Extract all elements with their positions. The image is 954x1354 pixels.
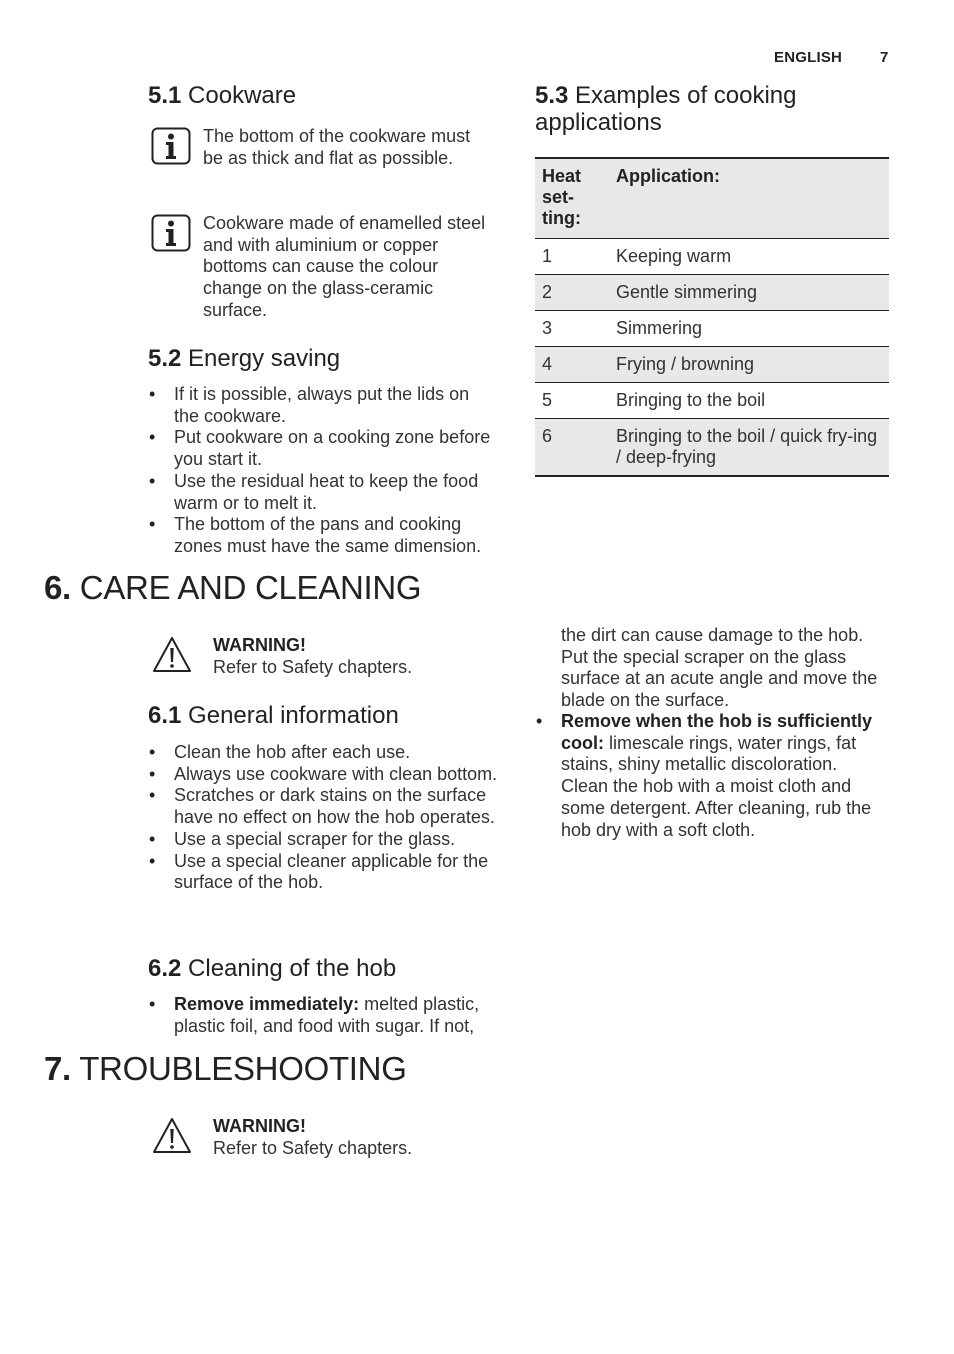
list-item: • Clean the hob after each use. [148,742,504,764]
section-5-1-heading [148,82,296,109]
cooking-applications-table [535,157,889,477]
note-cookware-material: Cookware made of enamelled steel and with aluminium or copper bottoms can cause the colour change on the glass-ceramic surface. [203,213,486,320]
table-header-row [535,158,889,239]
cleaning-text-continuation: the dirt can cause damage to the hob. Put the special scraper on the glass surface at an acute angle and move the blade on the surface. [561,625,878,711]
warning-icon [152,1117,192,1154]
warning-text: Refer to Safety chapters. [213,656,413,677]
section-5-2-heading [148,345,340,372]
item-bold-lead: Remove immediately: [174,994,360,1014]
warning-text: Refer to Safety chapters. [213,1137,413,1158]
table-row [535,419,889,477]
section-title: General information [188,702,399,729]
header-language: ENGLISH [774,49,843,66]
warning-block [213,635,412,678]
chapter-number: 6. [44,569,71,606]
item-bold-lead: Remove when the hob is sufficiently cool: [561,711,873,753]
list-item: • Scratches or dark stains on the surface have no effect on how the hob operates. [148,785,504,828]
section-number: 5.3 [535,82,569,109]
table-cell: Keeping warm [616,246,732,266]
list-item [148,994,504,1037]
section-number: 5.1 [148,82,182,109]
section-title: Cookware [188,82,297,109]
list-item: • Put cookware on a cooking zone before you start it. [148,427,498,470]
table-cell: Gentle simmering [609,275,889,311]
table-row [535,347,889,383]
section-6-2-heading [148,955,396,982]
chapter-title: CARE AND CLEANING [79,569,422,606]
column-header-application: Application: [609,158,889,239]
table-cell: 3 [542,318,553,338]
table-cell: Bringing to the boil / quick fry-ing / deep-frying [609,419,889,477]
info-icon [151,127,191,165]
list-item: • Use a special cleaner applicable for the surface of the hob. [148,851,504,894]
warning-title: WARNING! [213,1116,306,1136]
cleaning-list-column-2 [535,711,885,841]
table-cell: 1 [542,246,553,266]
section-title: Examples of cooking applications [535,82,797,136]
item-text: limescale rings, water rings, fat stains, shiny metallic discoloration. Clean the hob with a moist cloth and some detergent. After cleaning, rub the hob dry with a soft cloth. [561,732,872,840]
list-item: • The bottom of the pans and cooking zones must have the same dimension. [148,514,498,557]
list-item [535,711,885,841]
table-row [535,239,889,275]
list-item: • Always use cookware with clean bottom. [148,764,504,786]
section-title: Cleaning of the hob [188,955,397,982]
list-item: • Use a special scraper for the glass. [148,829,504,851]
list-item: • If it is possible, always put the lids on the cookware. [148,384,498,427]
general-information-list [148,742,504,894]
table-row [535,275,889,311]
item-text: melted plastic, plastic foil, and food with sugar. If not, [174,994,480,1036]
table-cell: 2 [535,275,609,311]
energy-saving-list [148,384,498,558]
table-cell: Bringing to the boil [616,390,766,410]
chapter-7-heading [44,1050,407,1088]
table-row [535,311,889,347]
section-number: 6.2 [148,955,182,982]
note-cookware-thickness: The bottom of the cookware must be as thick and flat as possible. [203,126,471,168]
table-cell: 6 [535,419,609,477]
cleaning-list-column-1 [148,994,504,1037]
chapter-title: TROUBLESHOOTING [79,1050,407,1087]
table-cell: 5 [542,390,553,410]
section-number: 5.2 [148,345,182,372]
section-number: 6.1 [148,702,182,729]
chapter-6-heading [44,569,421,607]
warning-title: WARNING! [213,635,306,655]
page-number: 7 [880,49,889,66]
section-5-3-heading [535,82,875,136]
table-cell: 4 [535,347,609,383]
section-title: Energy saving [188,345,341,372]
table-row [535,383,889,419]
section-6-1-heading [148,702,399,729]
warning-block [213,1116,412,1159]
chapter-number: 7. [44,1050,71,1087]
list-item: • Use the residual heat to keep the food warm or to melt it. [148,471,498,514]
info-icon [151,214,191,252]
table-cell: Simmering [616,318,703,338]
column-header-heat-setting: Heat set- ting: [535,158,609,239]
warning-icon [152,636,192,673]
table-cell: Frying / browning [609,347,889,383]
